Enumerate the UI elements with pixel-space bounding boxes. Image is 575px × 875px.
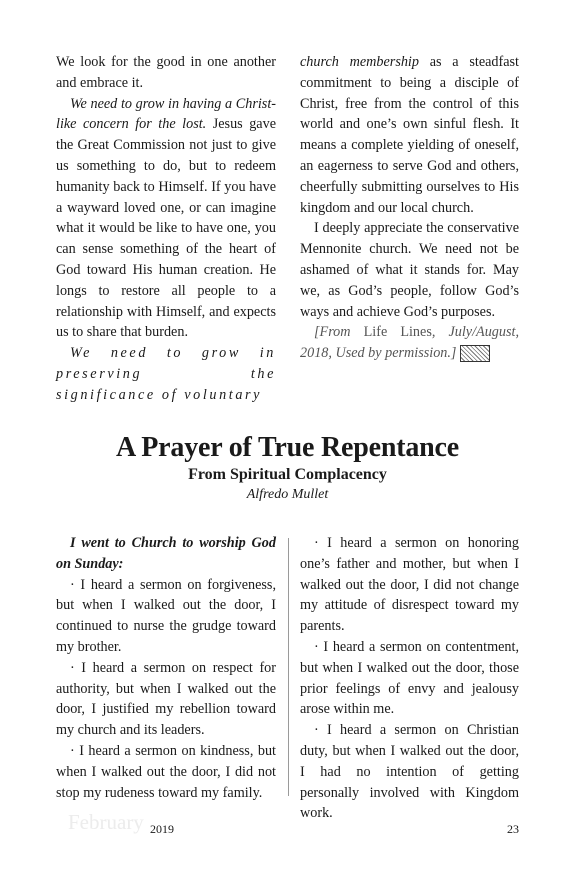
italic-lead: church membership (300, 54, 419, 70)
footer-month: February (68, 810, 144, 834)
prayer-item: · I heard a sermon on Christian duty, but when I walked out the door, I had no intention of getting personally involved with Kingdom work. (300, 722, 519, 822)
bottom-left-column (56, 533, 276, 803)
paragraph-body: as a steadfast commitment to being a disciple of Christ, free from the control of this world and one’s own sinful flesh. It means a complete yielding of oneself, an eagerness to serve God and others, cheerfully submitting ourselves to His kingdom and our local church. (300, 54, 519, 216)
top-right-column (300, 52, 519, 364)
paragraph: We need to grow in preserving the significance of voluntary (56, 345, 276, 403)
source-credit: [From Life Lines, July/August, 2018, Used by permission.] (300, 324, 519, 362)
paragraph-body: Jesus gave the Great Commission not just to give us something to do, but to redeem humanity back to Himself. If you have a wayward loved one, or can imagine what it would be like to have one, you can sense something of the heart of God toward His human creation. He longs to restore all people to a relationship with Himself, and expects us to share that burden. (56, 116, 276, 341)
page-number: 23 (507, 822, 519, 836)
paragraph (300, 52, 519, 218)
italic-lead: We need to grow in having a Christ-like concern for the lost. (56, 95, 276, 133)
prayer-intro: I went to Church to worship God on Sunday: (56, 535, 276, 572)
end-mark-icon (460, 345, 490, 362)
prayer-item: · I heard a sermon on forgiveness, but when I walked out the door, I continued to nurse the grudge toward my brother. (56, 576, 276, 655)
prayer-item: · I heard a sermon on kindness, but when I walked out the door, I did not stop my rudeness toward my family. (56, 742, 276, 801)
article-title: A Prayer of True Repentance (116, 432, 459, 463)
top-left-column (56, 52, 276, 406)
paragraph (56, 94, 276, 344)
prayer-item: · I heard a sermon on honoring one’s father and mother, but when I walked out the door, I did not change my attitude of disrespect toward my parents. (300, 535, 519, 635)
prayer-item: · I heard a sermon on contentment, but when I walked out the door, those prior feelings of envy and jealousy arose within me. (300, 638, 519, 718)
paragraph: We look for the good in one another and embrace it. (56, 54, 276, 91)
bottom-right-column (300, 533, 519, 824)
prayer-item: · I heard a sermon on respect for authority, but when I walked out the door, I justified my rebellion toward my church and its leaders. (56, 659, 276, 739)
paragraph: I deeply appreciate the conservative Mennonite church. We need not be ashamed of what it stands for. May we, as God’s people, follow God’s ways and achieve God’s purposes. (300, 220, 519, 320)
article-subtitle: From Spiritual Complacency (188, 466, 387, 483)
footer-year: 2019 (150, 822, 174, 836)
column-divider (288, 538, 289, 796)
source-title: Life Lines (363, 324, 432, 341)
article-author: Alfredo Mullet (246, 487, 329, 502)
